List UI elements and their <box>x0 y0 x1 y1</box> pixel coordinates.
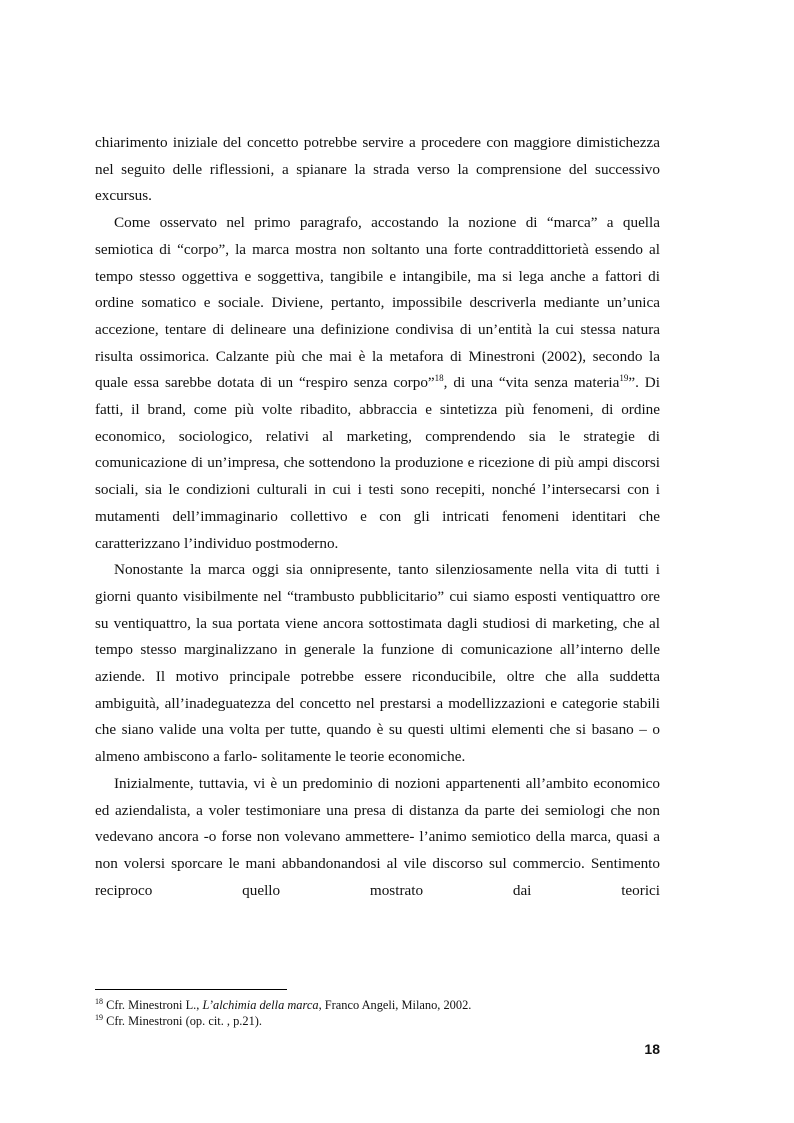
paragraph-onnipresente: Nonostante la marca oggi sia onnipresente, tanto silenziosamente nella vita di tutti i giorni quanto visibilmente nel “trambusto pubblicitario” cui siamo esposti ventiquattro ore su ventiquattro, la sua portata viene ancora sottostimata dagli studiosi di marketing, che al tempo stesso marginalizzano in generale la funzione di comunicazione all’interno delle aziende. Il motivo principale potrebbe essere riconducibile, oltre che alla suddetta ambiguità, all’inadeguatezza del concetto nel prestarsi a modellizzazioni e categorie stabili che siano valide una volta per tutte, quando è su questi ultimi elementi che si basano – o almeno ambiscono a farlo- solitamente le teorie economiche. <box>95 561 660 766</box>
page-number: 18 <box>644 1041 660 1057</box>
footnote-ref-18[interactable]: 18 <box>434 373 444 384</box>
paragraph-continuation: chiarimento iniziale del concetto potrebbe servire a procedere con maggiore dimistichezza nel seguito delle riflessioni, a spianare la strada verso la comprensione del successivo excursus. <box>95 134 660 205</box>
footnote-19 <box>95 1013 660 1029</box>
paragraph-text: ”. Di fatti, il brand, come più volte ribadito, abbraccia e sintetizza più fenomeni, di ordine economico, sociologico, relativi al marketing, comprendendo sia le strategie di comunicazione di un’impresa, che sottendono la produzione e ricezione di più ampi discorsi sociali, sia le condizioni culturali in cui i testi sono recepiti, nonché l’intersecarsi con i mutamenti dell’immaginario collettivo e con gli intricati fenomeni identitari che caratterizzano l’individuo postmoderno. <box>95 374 660 552</box>
footnote-number: 19 <box>95 1012 103 1022</box>
footnote-ref-19[interactable]: 19 <box>619 373 629 384</box>
footnote-book-title: L’alchimia della marca <box>202 998 319 1012</box>
footnote-text: , Franco Angeli, Milano, 2002. <box>318 998 472 1012</box>
paragraph-text: Come osservato nel primo paragrafo, accostando la nozione di “marca” a quella semiotica di “corpo”, la marca mostra non soltanto una forte contraddittorietà essendo al tempo stesso oggettiva e soggettiva, tangibile e intangibile, ma si lega anche a fattori di ordine somatico e sociale. Diviene, pertanto, impossibile descriverla mediante un’unica accezione, tentare di delineare una definizione condivisa di un’entità la cui stessa natura risulta ossimorica. Calzante più che mai è la metafora di Minestroni (2002), secondo la quale essa sarebbe dotata di un “respiro senza corpo” <box>95 214 660 392</box>
body-text <box>95 130 660 904</box>
footnote-text: Cfr. Minestroni L., <box>103 998 203 1012</box>
footnote-18 <box>95 997 660 1013</box>
footnote-separator <box>95 989 287 990</box>
paragraph-text: , di una “vita senza materia <box>443 374 620 392</box>
footnote-number: 18 <box>95 996 103 1006</box>
paragraph-inizialmente: Inizialmente, tuttavia, vi è un predominio di nozioni appartenenti all’ambito economico ed aziendalista, a voler testimoniare una presa di distanza da parte dei semiologi che non vedevano ancora -o forse non volevano ammettere- l’animo semiotico della marca, quasi a non volersi sporcare le mani abbandonandosi al vile discorso sul commercio. Sentimento reciproco quello mostrato dai teorici <box>95 774 660 899</box>
footnote-text: Cfr. Minestroni (op. cit. , p.21). <box>103 1014 262 1028</box>
paragraph-marca-corpo <box>95 210 660 557</box>
footnotes <box>95 997 660 1029</box>
